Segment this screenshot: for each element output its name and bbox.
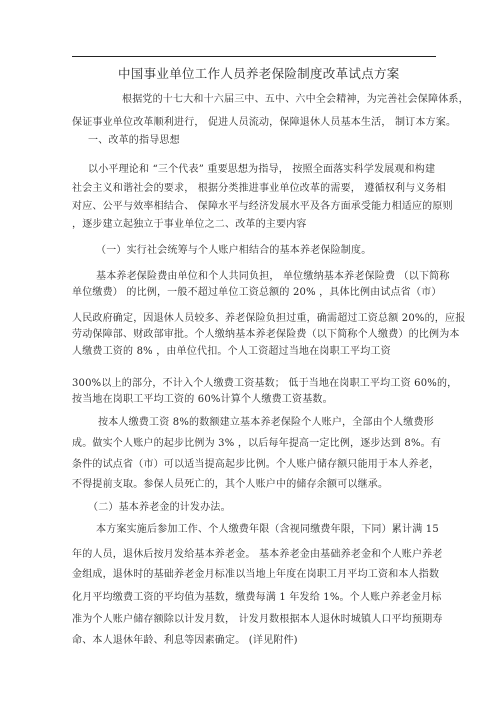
paragraph-line: 金组成，退休时的基础养老金月标准以当地上年度在岗职工月平均工资和本人指数 (72, 569, 440, 580)
paragraph-line: 成。做实个人账户的起步比例为 3% ，以后每年提高一定比例，逐步达到 8%。有 (72, 438, 442, 449)
paragraph-line: 300%以上的部分，不计入个人缴费工资基数； 低于当地在岗职工平均工资 60%的， (72, 378, 458, 389)
subsection-heading: （二）基本养老金的计发办法。 (88, 502, 231, 513)
paragraph-line: 以小平理论和 “三个代表” 重要思想为指导， 按照全面落实科学发展观和构建 (88, 164, 436, 175)
paragraph-line: 不得提前支取。参保人员死亡的，其个人账户中的储存余额可以继承。 (72, 479, 389, 490)
paragraph-line: 本方案实施后参加工作、个人缴费年限（含视同缴费年限，下同）累计满 15 (96, 524, 439, 535)
paragraph-line: 准为个人账户储存额除以计发月数， 计发月数根据本人退休时城镇人口平均预期寿 (72, 614, 443, 625)
paragraph-line: 条件的试点省（市）可以适当提高起步比例。个人账户储存额只能用于本人养老， (72, 459, 440, 470)
paragraph-line: 年的人员，退休后按月发给基本养老金。 基本养老金由基础养老金和个人账户养老 (72, 549, 443, 560)
paragraph-line: 人缴费工资的 8% ，由单位代扣。个人工资超过当地在岗职工平均工资 (72, 346, 391, 357)
paragraph-line: 保证事业单位改革顺利进行， 促进人员流动，保障退休人员基本生活， 制订本方案。 (72, 117, 457, 128)
paragraph-line: 劳动保障部、财政部审批。个人缴纳基本养老保险费（以下简称个人缴费）的比例为本 (72, 329, 460, 340)
section-heading: 一、改革的指导思想 (88, 135, 180, 146)
paragraph-line: 单位缴费） 的比例，一般不超过单位工资总额的 20% ，具体比例由试点省（市） (72, 287, 442, 298)
document-title: 中国事业单位工作人员养老保险制度改革试点方案 (118, 66, 400, 81)
paragraph-line: 基本养老保险费由单位和个人共同负担， 单位缴纳基本养老保险费 （以下简称 (96, 271, 450, 282)
paragraph-line: 按本人缴费工资 8%的数额建立基本养老保险个人账户，全部由个人缴费形 (98, 417, 434, 428)
paragraph-line: 根据党的十七大和十六届三中、五中、六中全会精神，为完善社会保障体系， (122, 94, 469, 105)
paragraph-line: 人民政府确定，因退休人员较多、养老保险负担过重，确需超过工资总额 20%的，应报 (72, 313, 466, 324)
paragraph-line: 化月平均缴费工资的平均值为基数，缴费每满 1 年发给 1%。个人账户养老金月标 (72, 592, 442, 603)
paragraph-line: 命、本人退休年龄、利息等因素确定。 (详见附件) (72, 635, 298, 646)
paragraph-line: 对应、公平与效率相结合、 保障水平与经济发展水平及各方面承受能力相适应的原则 (72, 201, 453, 212)
paragraph-line: ，逐步建立起独立于事业单位之二、改革的主要内容 (72, 219, 307, 230)
header-rule (72, 56, 436, 57)
paragraph-line: 按当地在岗职工平均工资的 60%计算个人缴费工资基数。 (72, 394, 333, 405)
subsection-heading: （一）实行社会统筹与个人账户相结合的基本养老保险制度。 (96, 245, 372, 256)
paragraph-line: 社会主义和谐社会的要求， 根据分类推进事业单位改革的需要， 遵循权利与义务相 (72, 183, 446, 194)
